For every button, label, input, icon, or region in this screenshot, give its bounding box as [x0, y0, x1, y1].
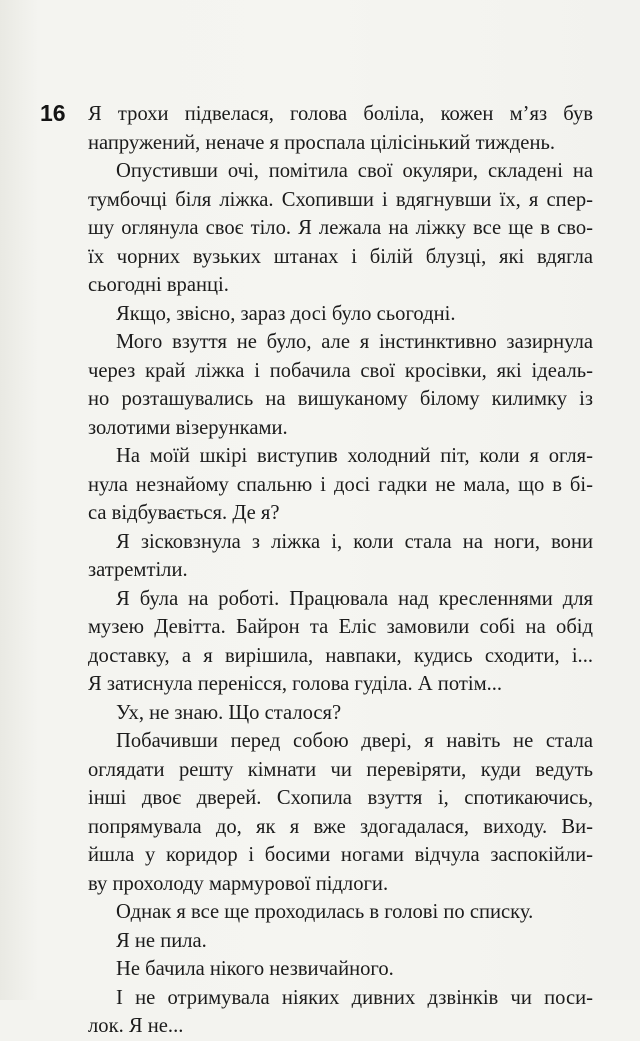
- paragraph: [88, 955, 593, 984]
- text-line: їх чорних вузьких штанах і білій блузці, які вдягла: [88, 245, 593, 268]
- text-line: І не отримувала ніяких дивних дзвінків чи поси-: [116, 986, 593, 1009]
- text-line: Однак я все ще проходилась в голові по списку.: [116, 901, 534, 923]
- text-line: Я була на роботі. Працювала над кресленнями для: [116, 587, 593, 610]
- text-line: Якщо, звісно, зараз досі було сьогодні.: [116, 302, 456, 325]
- text-line: йшла у коридор і босими ногами відчула заспокійли-: [88, 844, 593, 866]
- page-number: 16: [40, 100, 66, 126]
- text-line: попрямувала до, як я вже здогадалася, виходу. Ви-: [88, 815, 593, 838]
- text-line: но розташувались на вишуканому білому килимку із: [88, 388, 593, 410]
- text-line: нула незнайому спальню і досі гадки не мала, що в бі-: [88, 473, 593, 496]
- text-line: лок. Я не...: [88, 1015, 184, 1037]
- paragraph: [88, 727, 593, 898]
- page-body-text: [88, 100, 593, 1041]
- text-line: Я затиснула перенісся, голова гуділа. А потім...: [88, 673, 503, 695]
- paragraph: [88, 300, 593, 329]
- text-line: Побачивши перед собою двері, я навіть не стала: [116, 730, 593, 752]
- text-line: інші двоє дверей. Схопила взуття і, спотикаючись,: [88, 787, 593, 809]
- text-line: Опустивши очі, помітила свої окуляри, складені на: [116, 160, 593, 182]
- paragraph: [88, 328, 593, 442]
- paragraph: [88, 927, 593, 956]
- paragraph: [88, 157, 593, 300]
- text-line: оглядати решту кімнати чи перевіряти, куди ведуть: [88, 758, 593, 781]
- text-line: золотими візерунками.: [88, 416, 288, 439]
- text-line: Я не пила.: [116, 929, 207, 952]
- text-line: ву прохолоду мармурової підлоги.: [88, 872, 389, 895]
- text-line: музею Девітта. Байрон та Еліс замовили собі на обід: [88, 616, 593, 638]
- text-line: На моїй шкірі виступив холодний піт, коли я огля-: [116, 445, 593, 467]
- text-line: шу оглянула своє тіло. Я лежала на ліжку все ще в сво-: [88, 217, 593, 239]
- text-line: доставку, а я вирішила, навпаки, кудись сходити, і...: [88, 644, 593, 667]
- text-line: через край ліжка і побачила свої кросівки, які ідеаль-: [88, 359, 593, 382]
- text-line: тумбочці біля ліжка. Схопивши і вдягнувши їх, я спер-: [88, 188, 593, 211]
- text-line: сьогодні вранці.: [88, 274, 229, 296]
- paragraph: [88, 442, 593, 528]
- text-line: Я зісковзнула з ліжка і, коли стала на ноги, вони: [116, 530, 593, 553]
- paragraph: [88, 100, 593, 157]
- text-line: Мого взуття не було, але я інстинктивно зазирнула: [116, 331, 593, 353]
- paragraph: [88, 585, 593, 699]
- text-line: Я трохи підвелася, голова боліла, кожен м’яз був: [88, 103, 593, 125]
- text-line: Ух, не знаю. Що сталося?: [116, 701, 342, 724]
- text-line: са відбувається. Де я?: [88, 502, 280, 524]
- paragraph: [88, 984, 593, 1041]
- text-line: напружений, неначе я проспала цілісінький тиждень.: [88, 131, 555, 154]
- paragraph: [88, 898, 593, 927]
- text-line: Не бачила нікого незвичайного.: [116, 958, 394, 980]
- text-line: затремтіли.: [88, 559, 188, 581]
- paragraph: [88, 699, 593, 728]
- paragraph: [88, 528, 593, 585]
